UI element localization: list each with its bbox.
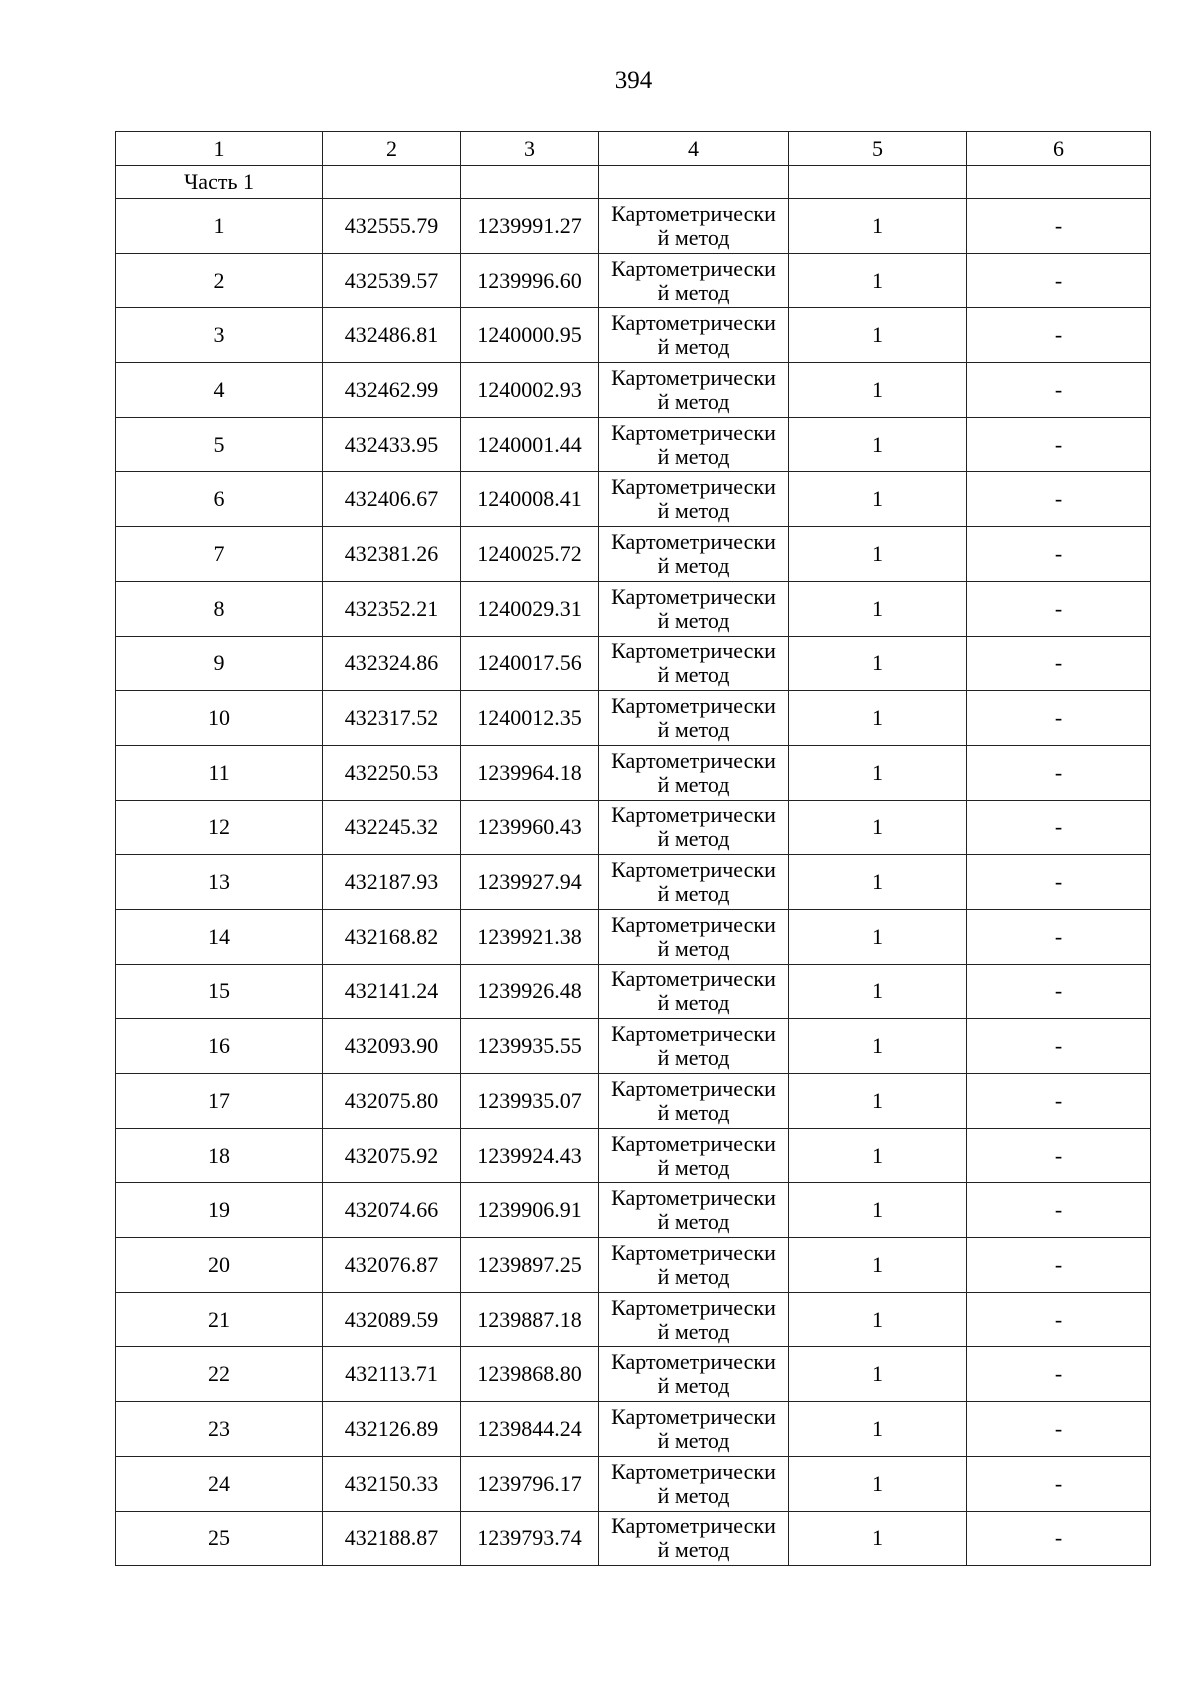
note-cell: - <box>967 472 1151 527</box>
method-line-1: Картометрически <box>611 255 776 281</box>
y-coordinate-cell: 1240000.95 <box>461 308 599 363</box>
x-coordinate-cell: 432433.95 <box>323 417 461 472</box>
note-cell: - <box>967 855 1151 910</box>
x-coordinate-cell: 432075.92 <box>323 1128 461 1183</box>
note-cell: - <box>967 1347 1151 1402</box>
y-coordinate-cell: 1240025.72 <box>461 527 599 582</box>
method-line-2: й метод <box>657 498 730 524</box>
y-coordinate-cell: 1239996.60 <box>461 253 599 308</box>
x-coordinate-cell: 432150.33 <box>323 1456 461 1511</box>
y-coordinate-cell: 1240029.31 <box>461 581 599 636</box>
method-cell <box>599 527 789 582</box>
y-coordinate-cell: 1239924.43 <box>461 1128 599 1183</box>
accuracy-cell: 1 <box>789 1292 967 1347</box>
note-cell: - <box>967 800 1151 855</box>
y-coordinate-cell: 1239926.48 <box>461 964 599 1019</box>
point-number-cell: 12 <box>116 800 323 855</box>
table-row <box>116 581 1151 636</box>
y-coordinate-cell: 1239991.27 <box>461 199 599 254</box>
method-cell <box>599 581 789 636</box>
note-cell: - <box>967 1183 1151 1238</box>
method-line-1: Картометрически <box>611 310 776 336</box>
method-cell <box>599 1402 789 1457</box>
part-label: Часть 1 <box>116 166 323 199</box>
y-coordinate-cell: 1239844.24 <box>461 1402 599 1457</box>
table-row <box>116 1347 1151 1402</box>
method-cell <box>599 363 789 418</box>
table-row <box>116 417 1151 472</box>
note-cell: - <box>967 1019 1151 1074</box>
method-line-2: й метод <box>657 388 730 414</box>
empty-cell <box>323 166 461 199</box>
x-coordinate-cell: 432381.26 <box>323 527 461 582</box>
note-cell: - <box>967 745 1151 800</box>
x-coordinate-cell: 432187.93 <box>323 855 461 910</box>
method-cell <box>599 1238 789 1293</box>
point-number-cell: 3 <box>116 308 323 363</box>
method-line-1: Картометрически <box>611 474 776 500</box>
x-coordinate-cell: 432250.53 <box>323 745 461 800</box>
method-cell <box>599 417 789 472</box>
y-coordinate-cell: 1240001.44 <box>461 417 599 472</box>
method-cell <box>599 1292 789 1347</box>
table-row <box>116 1019 1151 1074</box>
table-row <box>116 253 1151 308</box>
point-number-cell: 15 <box>116 964 323 1019</box>
method-line-2: й метод <box>657 1209 730 1235</box>
method-line-1: Картометрически <box>611 528 776 554</box>
x-coordinate-cell: 432076.87 <box>323 1238 461 1293</box>
method-cell <box>599 1456 789 1511</box>
note-cell: - <box>967 1402 1151 1457</box>
point-number-cell: 9 <box>116 636 323 691</box>
table-row <box>116 800 1151 855</box>
table-row <box>116 1074 1151 1129</box>
table-row <box>116 691 1151 746</box>
x-coordinate-cell: 432074.66 <box>323 1183 461 1238</box>
y-coordinate-cell: 1239906.91 <box>461 1183 599 1238</box>
method-line-1: Картометрически <box>611 747 776 773</box>
method-cell <box>599 253 789 308</box>
accuracy-cell: 1 <box>789 527 967 582</box>
method-cell <box>599 745 789 800</box>
x-coordinate-cell: 432486.81 <box>323 308 461 363</box>
method-line-2: й метод <box>657 607 730 633</box>
method-line-1: Картометрически <box>611 583 776 609</box>
method-line-1: Картометрически <box>611 1294 776 1320</box>
page-number: 394 <box>614 67 653 94</box>
point-number-cell: 7 <box>116 527 323 582</box>
y-coordinate-cell: 1239897.25 <box>461 1238 599 1293</box>
method-line-1: Картометрически <box>611 1185 776 1211</box>
method-cell <box>599 800 789 855</box>
point-number-cell: 4 <box>116 363 323 418</box>
x-coordinate-cell: 432075.80 <box>323 1074 461 1129</box>
point-number-cell: 22 <box>116 1347 323 1402</box>
method-line-2: й метод <box>657 1099 730 1125</box>
accuracy-cell: 1 <box>789 964 967 1019</box>
y-coordinate-cell: 1240008.41 <box>461 472 599 527</box>
method-cell <box>599 308 789 363</box>
header-cell-2: 2 <box>323 132 461 166</box>
header-row <box>116 132 1151 166</box>
coordinates-table <box>115 131 1151 1566</box>
point-number-cell: 8 <box>116 581 323 636</box>
table-body <box>116 132 1151 1566</box>
method-cell <box>599 855 789 910</box>
point-number-cell: 16 <box>116 1019 323 1074</box>
method-line-2: й метод <box>657 826 730 852</box>
accuracy-cell: 1 <box>789 909 967 964</box>
method-line-1: Картометрически <box>611 1075 776 1101</box>
point-number-cell: 2 <box>116 253 323 308</box>
method-line-2: й метод <box>657 1318 730 1344</box>
accuracy-cell: 1 <box>789 199 967 254</box>
method-line-2: й метод <box>657 279 730 305</box>
note-cell: - <box>967 691 1151 746</box>
y-coordinate-cell: 1240002.93 <box>461 363 599 418</box>
method-line-1: Картометрически <box>611 966 776 992</box>
method-line-2: й метод <box>657 1537 730 1563</box>
point-number-cell: 10 <box>116 691 323 746</box>
empty-cell <box>789 166 967 199</box>
point-number-cell: 20 <box>116 1238 323 1293</box>
table-row <box>116 636 1151 691</box>
note-cell: - <box>967 308 1151 363</box>
header-cell-5: 5 <box>789 132 967 166</box>
x-coordinate-cell: 432462.99 <box>323 363 461 418</box>
y-coordinate-cell: 1239964.18 <box>461 745 599 800</box>
part-row <box>116 166 1151 199</box>
table-row <box>116 1238 1151 1293</box>
method-line-1: Картометрически <box>611 1349 776 1375</box>
method-cell <box>599 472 789 527</box>
table-row <box>116 745 1151 800</box>
point-number-cell: 6 <box>116 472 323 527</box>
x-coordinate-cell: 432141.24 <box>323 964 461 1019</box>
method-line-1: Картометрически <box>611 200 776 226</box>
x-coordinate-cell: 432324.86 <box>323 636 461 691</box>
method-line-2: й метод <box>657 662 730 688</box>
note-cell: - <box>967 199 1151 254</box>
y-coordinate-cell: 1239935.55 <box>461 1019 599 1074</box>
y-coordinate-cell: 1240012.35 <box>461 691 599 746</box>
header-cell-3: 3 <box>461 132 599 166</box>
method-line-2: й метод <box>657 552 730 578</box>
table-row <box>116 308 1151 363</box>
accuracy-cell: 1 <box>789 800 967 855</box>
method-line-2: й метод <box>657 771 730 797</box>
header-cell-6: 6 <box>967 132 1151 166</box>
note-cell: - <box>967 527 1151 582</box>
method-line-2: й метод <box>657 1154 730 1180</box>
accuracy-cell: 1 <box>789 581 967 636</box>
method-line-1: Картометрически <box>611 1130 776 1156</box>
method-cell <box>599 1019 789 1074</box>
method-cell <box>599 1074 789 1129</box>
accuracy-cell: 1 <box>789 1019 967 1074</box>
accuracy-cell: 1 <box>789 636 967 691</box>
accuracy-cell: 1 <box>789 363 967 418</box>
table-row <box>116 527 1151 582</box>
y-coordinate-cell: 1239887.18 <box>461 1292 599 1347</box>
x-coordinate-cell: 432188.87 <box>323 1511 461 1566</box>
note-cell: - <box>967 1511 1151 1566</box>
header-cell-4: 4 <box>599 132 789 166</box>
x-coordinate-cell: 432168.82 <box>323 909 461 964</box>
note-cell: - <box>967 417 1151 472</box>
note-cell: - <box>967 909 1151 964</box>
y-coordinate-cell: 1239927.94 <box>461 855 599 910</box>
table-row <box>116 909 1151 964</box>
y-coordinate-cell: 1239796.17 <box>461 1456 599 1511</box>
x-coordinate-cell: 432093.90 <box>323 1019 461 1074</box>
accuracy-cell: 1 <box>789 253 967 308</box>
y-coordinate-cell: 1239960.43 <box>461 800 599 855</box>
accuracy-cell: 1 <box>789 472 967 527</box>
point-number-cell: 17 <box>116 1074 323 1129</box>
x-coordinate-cell: 432113.71 <box>323 1347 461 1402</box>
empty-cell <box>967 166 1151 199</box>
method-line-2: й метод <box>657 224 730 250</box>
method-line-1: Картометрически <box>611 364 776 390</box>
point-number-cell: 23 <box>116 1402 323 1457</box>
accuracy-cell: 1 <box>789 1128 967 1183</box>
note-cell: - <box>967 1292 1151 1347</box>
method-line-1: Картометрически <box>611 1021 776 1047</box>
point-number-cell: 1 <box>116 199 323 254</box>
accuracy-cell: 1 <box>789 1074 967 1129</box>
point-number-cell: 19 <box>116 1183 323 1238</box>
table-row <box>116 1292 1151 1347</box>
method-line-2: й метод <box>657 1427 730 1453</box>
y-coordinate-cell: 1239868.80 <box>461 1347 599 1402</box>
method-cell <box>599 1128 789 1183</box>
x-coordinate-cell: 432089.59 <box>323 1292 461 1347</box>
accuracy-cell: 1 <box>789 1511 967 1566</box>
method-cell <box>599 909 789 964</box>
method-line-2: й метод <box>657 881 730 907</box>
x-coordinate-cell: 432539.57 <box>323 253 461 308</box>
accuracy-cell: 1 <box>789 308 967 363</box>
accuracy-cell: 1 <box>789 417 967 472</box>
method-line-1: Картометрически <box>611 638 776 664</box>
note-cell: - <box>967 1074 1151 1129</box>
point-number-cell: 18 <box>116 1128 323 1183</box>
table-row <box>116 1128 1151 1183</box>
accuracy-cell: 1 <box>789 1183 967 1238</box>
table-row <box>116 1402 1151 1457</box>
method-line-1: Картометрически <box>611 911 776 937</box>
note-cell: - <box>967 1456 1151 1511</box>
y-coordinate-cell: 1239793.74 <box>461 1511 599 1566</box>
empty-cell <box>599 166 789 199</box>
method-line-2: й метод <box>657 334 730 360</box>
table-row <box>116 472 1151 527</box>
note-cell: - <box>967 363 1151 418</box>
x-coordinate-cell: 432352.21 <box>323 581 461 636</box>
note-cell: - <box>967 581 1151 636</box>
point-number-cell: 21 <box>116 1292 323 1347</box>
note-cell: - <box>967 636 1151 691</box>
point-number-cell: 14 <box>116 909 323 964</box>
accuracy-cell: 1 <box>789 855 967 910</box>
method-line-2: й метод <box>657 935 730 961</box>
x-coordinate-cell: 432406.67 <box>323 472 461 527</box>
method-line-2: й метод <box>657 990 730 1016</box>
method-cell <box>599 691 789 746</box>
header-cell-1: 1 <box>116 132 323 166</box>
table-row <box>116 1456 1151 1511</box>
accuracy-cell: 1 <box>789 691 967 746</box>
method-line-1: Картометрически <box>611 1239 776 1265</box>
y-coordinate-cell: 1240017.56 <box>461 636 599 691</box>
x-coordinate-cell: 432555.79 <box>323 199 461 254</box>
y-coordinate-cell: 1239935.07 <box>461 1074 599 1129</box>
method-cell <box>599 199 789 254</box>
method-cell <box>599 1511 789 1566</box>
method-cell <box>599 1347 789 1402</box>
method-cell <box>599 636 789 691</box>
table-row <box>116 855 1151 910</box>
accuracy-cell: 1 <box>789 1402 967 1457</box>
note-cell: - <box>967 1128 1151 1183</box>
accuracy-cell: 1 <box>789 1456 967 1511</box>
method-line-1: Картометрически <box>611 1458 776 1484</box>
accuracy-cell: 1 <box>789 745 967 800</box>
method-line-2: й метод <box>657 1045 730 1071</box>
accuracy-cell: 1 <box>789 1238 967 1293</box>
note-cell: - <box>967 964 1151 1019</box>
method-line-1: Картометрически <box>611 1513 776 1539</box>
method-line-2: й метод <box>657 1482 730 1508</box>
table-row <box>116 363 1151 418</box>
point-number-cell: 5 <box>116 417 323 472</box>
empty-cell <box>461 166 599 199</box>
method-line-2: й метод <box>657 1263 730 1289</box>
method-line-1: Картометрически <box>611 693 776 719</box>
method-line-2: й метод <box>657 443 730 469</box>
accuracy-cell: 1 <box>789 1347 967 1402</box>
point-number-cell: 25 <box>116 1511 323 1566</box>
method-line-1: Картометрически <box>611 857 776 883</box>
x-coordinate-cell: 432245.32 <box>323 800 461 855</box>
note-cell: - <box>967 1238 1151 1293</box>
table-row <box>116 1183 1151 1238</box>
method-line-2: й метод <box>657 717 730 743</box>
method-cell <box>599 1183 789 1238</box>
method-line-1: Картометрически <box>611 419 776 445</box>
point-number-cell: 13 <box>116 855 323 910</box>
method-line-2: й метод <box>657 1373 730 1399</box>
method-line-1: Картометрически <box>611 802 776 828</box>
x-coordinate-cell: 432126.89 <box>323 1402 461 1457</box>
point-number-cell: 24 <box>116 1456 323 1511</box>
x-coordinate-cell: 432317.52 <box>323 691 461 746</box>
method-cell <box>599 964 789 1019</box>
note-cell: - <box>967 253 1151 308</box>
table-row <box>116 1511 1151 1566</box>
point-number-cell: 11 <box>116 745 323 800</box>
table-row <box>116 964 1151 1019</box>
table-row <box>116 199 1151 254</box>
y-coordinate-cell: 1239921.38 <box>461 909 599 964</box>
method-line-1: Картометрически <box>611 1403 776 1429</box>
